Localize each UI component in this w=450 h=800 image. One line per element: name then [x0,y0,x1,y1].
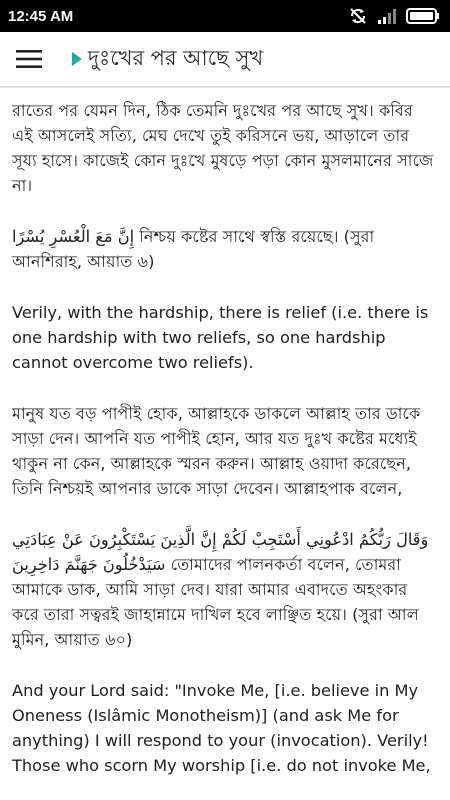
status-time: 12:45 AM [8,7,74,25]
play-arrow-icon [72,52,82,66]
page-title: দুঃখের পর আছে সুখ [88,45,264,70]
arabic-verse: وَقَالَ رَبُّكُمُ ادْعُونِي أَسْتَجِبْ لَكُمْ إِنَّ الَّذِينَ يَسْتَكْبِرُونَ عَنْ عِبَادَتِي سَيَدْخُلُونَ جَهَنَّمَ دَاخِرِينَ [12,530,429,574]
paragraph-body: মানুষ যত বড় পাপীই হোক, আল্লাহকে ডাকলে আল্লাহ তার ডাকে সাড়া দেন। আপনি যত পাপীই হোন, আর যত দুঃখ কষ্টের মধ্যেই থাকুন না কেন, আল্লাহকে স্মরন করুন। আল্লাহ ওয়াদা করেছেন, তিনি নিশ্চয়ই আপনার ডাকে সাড়া দেবেন। আল্লাহপাক বলেন, [12,404,421,498]
verse-translation: তোমাদের পালনকর্তা বলেন, তোমরা আমাকে ডাক, আমি সাড়া দেব। যারা আমার এবাদতে অহংকার করে তারা সত্বরই জাহান্নামে দাখিল হবে লাঞ্ছিত হয়ে। (সুরা আল মুমিন, আয়াত ৬০) [12,555,419,649]
status-icons [348,7,440,25]
sync-disabled-icon [348,7,368,25]
app-bar [0,32,450,88]
app-title [72,42,263,77]
hamburger-menu-icon[interactable] [0,31,58,87]
paragraph-english-2: And your Lord said: "Invoke Me, [i.e. believe in My Oneness (Islâmic Monotheism)] (and ask Me for anything) I will respond to your (invocation). Verily! Those who scorn My worship [i.e. do not invoke Me, [12,681,431,775]
verse-translation: নিশ্চয় কষ্টের সাথে স্বস্তি রয়েছে। (সুরা আনশিরাহ, আয়াত ৬) [12,227,375,271]
battery-icon [406,8,440,24]
arabic-verse: إِنَّ مَعَ الْعُسْرِ يُسْرًا [12,227,135,246]
paragraph-english-1: Verily, with the hardship, there is relief (i.e. there is one hardship with two reliefs, so one hardship cannot overcome two reliefs). [12,303,429,372]
status-bar [0,0,450,32]
article-content[interactable] [0,88,450,798]
paragraph-verse-2 [12,527,438,652]
signal-icon [377,8,397,24]
paragraph-intro: রাতের পর যেমন দিন, ঠিক তেমনি দুঃখের পর আছে সুখ। কবির এই আসলেই সত্যি, মেঘ দেখে তুই করিসনে ভয়, আড়ালে তার সূয্য হাসে। কাজেই কোন দুঃখে মুষড়ে পড়া কোন মুসলমানের সাজে না। [12,101,434,195]
paragraph-verse-1 [12,224,438,274]
